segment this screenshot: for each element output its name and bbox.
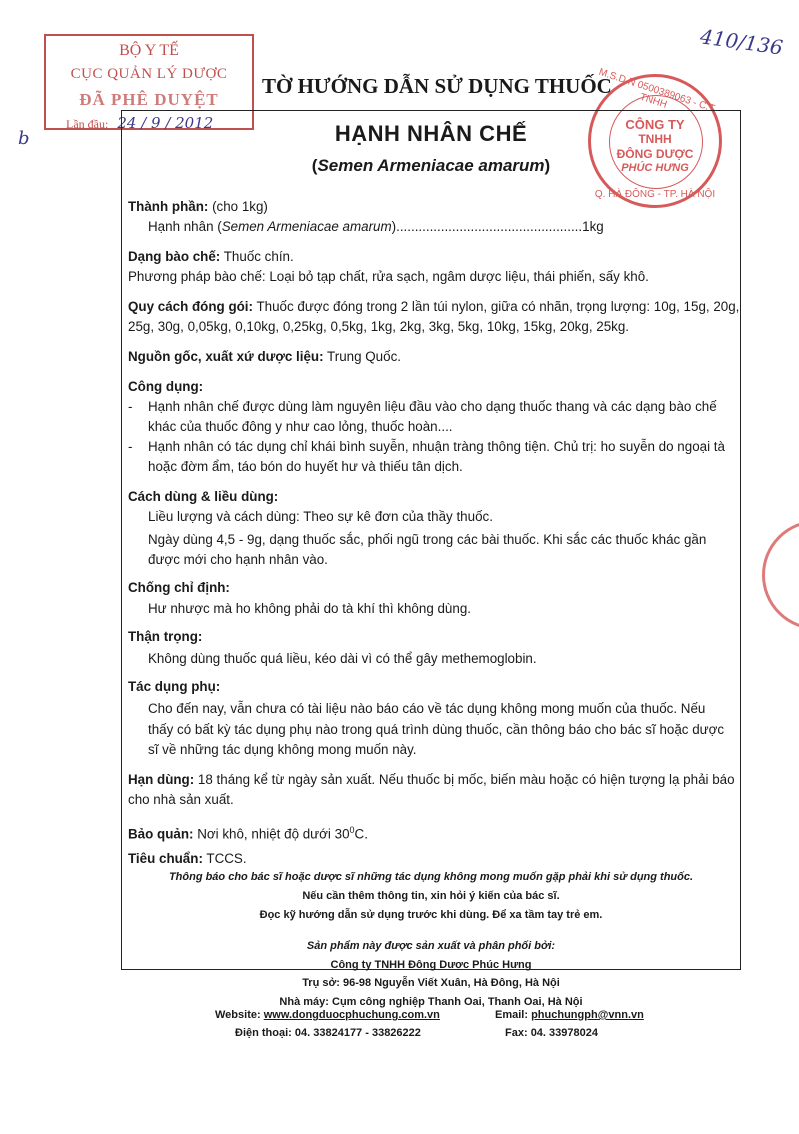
item-amount: )..................................................1kg <box>391 219 604 234</box>
storage-line <box>128 820 368 844</box>
phone-value: 04. 33824177 - 33826222 <box>294 1027 421 1039</box>
warning-notice <box>121 868 741 925</box>
stamp-date-prefix: Lần đầu: <box>66 117 109 131</box>
preparation-method: Phương pháp bào chế: Loại bỏ tạp chất, rửa sạch, ngâm dược liệu, thái phiến, sấy khô. <box>128 269 649 284</box>
origin-text: Trung Quốc. <box>323 349 401 364</box>
distributor-office: Trụ sở: 96-98 Nguyễn Viết Xuân, Hà Đông, Hà Nội <box>302 977 560 989</box>
usage-heading: Cách dùng & liều dùng: <box>128 489 279 504</box>
handwritten-mark: b <box>18 128 30 149</box>
website-line <box>215 1009 440 1021</box>
uses-bullet2-line2: hoặc đờm ẩm, táo bón do huyết hư và thiếu tân dịch. <box>148 459 463 474</box>
email-link[interactable]: phuchungph@vnn.vn <box>531 1009 644 1021</box>
stamp-company-line3: ĐÔNG DƯỢC <box>616 147 694 161</box>
uses-dash-2: - <box>128 439 133 454</box>
stamp-company-line4: PHÚC HƯNG <box>621 162 689 174</box>
stamp-department: CỤC QUẢN LÝ DƯỢC <box>70 66 228 82</box>
packaging-heading: Quy cách đóng gói: <box>128 299 253 314</box>
item-latin: Semen Armeniacae amarum <box>221 219 392 234</box>
paren-close: ) <box>544 156 551 175</box>
distributor-block <box>121 937 741 1011</box>
notice-line3: Đọc kỹ hướng dẫn sử dụng trước khi dùng. Để xa tầm tay trẻ em. <box>259 909 603 921</box>
standard-line <box>128 849 247 869</box>
edge-stamp-partial <box>762 520 799 630</box>
website-label: Website: <box>215 1009 264 1021</box>
phone-line <box>235 1027 421 1039</box>
item-name: Hạnh nhân ( <box>148 219 222 234</box>
stamp-company-line1: CÔNG TY <box>625 117 685 132</box>
usage-line1: Liều lượng và cách dùng: Theo sự kê đơn của thầy thuốc. <box>148 509 493 524</box>
standard-text: TCCS. <box>202 851 247 866</box>
product-latin-name <box>121 156 741 176</box>
composition-heading: Thành phần: <box>128 199 209 214</box>
uses-bullet1-line2: khác của thuốc đông y như cao lỏng, thuốc hoàn.... <box>148 419 453 434</box>
email-line <box>495 1009 644 1021</box>
product-title: HẠNH NHÂN CHẾ <box>334 121 528 146</box>
composition-text: (cho 1kg) <box>208 199 268 214</box>
side-effects-heading: Tác dụng phụ: <box>128 679 221 694</box>
uses-dash-1: - <box>128 399 133 414</box>
packaging-line2: 25g, 30g, 0,05kg, 0,10kg, 0,25kg, 0,5kg, 1kg, 2kg, 3kg, 5kg, 10kg, 15kg, 20kg, 25kg. <box>128 319 630 334</box>
expiry-line1 <box>128 770 735 790</box>
usage-line3: được mới cho hạnh nhân vào. <box>148 552 328 567</box>
packaging-text: Thuốc được đóng trong 2 lần túi nylon, giữa có nhãn, trọng lượng: 10g, 15g, 20g, <box>252 299 740 314</box>
storage-heading: Bảo quản: <box>128 826 194 842</box>
expiry-line2: cho nhà sản xuất. <box>128 792 234 807</box>
storage-text: Nơi khô, nhiệt độ dưới 30 <box>193 826 350 842</box>
degree-sup: 0 <box>349 825 355 835</box>
notice-line2: Nếu cần thêm thông tin, xin hỏi ý kiến của bác sĩ. <box>302 890 560 902</box>
stamp-date-value: 24 / 9 / 2012 <box>117 114 214 132</box>
caution-heading: Thận trọng: <box>128 629 203 644</box>
stamp-company-line2: TNHH <box>638 132 672 146</box>
stamp-ring-top-text: M.S.D.N 0500389063 - C.T TNHH <box>597 66 717 115</box>
side-effects-line3: sĩ về những tác dụng không mong muốn này. <box>148 742 417 757</box>
storage-unit: C. <box>354 826 368 842</box>
handwritten-page-note: 410/136 <box>698 24 785 60</box>
composition-item <box>148 217 604 237</box>
dosage-form-heading: Dạng bào chế: <box>128 249 221 264</box>
uses-bullet1-line1: Hạnh nhân chế được dùng làm nguyên liệu đầu vào cho dạng thuốc thang và các dạng bào chế <box>148 399 717 414</box>
notice-line1: Thông báo cho bác sĩ hoặc dược sĩ những tác dụng không mong muốn gặp phải khi sử dụng thuốc. <box>168 871 694 883</box>
email-label: Email: <box>495 1009 532 1021</box>
composition-line <box>128 197 268 217</box>
contraindication-heading: Chống chỉ định: <box>128 580 230 595</box>
expiry-heading: Hạn dùng: <box>128 772 195 787</box>
phone-label: Điện thoại: <box>235 1027 295 1039</box>
expiry-text: 18 tháng kể từ ngày sản xuất. Nếu thuốc bị mốc, biến màu hoặc có hiện tượng lạ phải báo <box>194 772 735 787</box>
standard-heading: Tiêu chuẩn: <box>128 851 203 866</box>
distributor-intro: Sản phẩm này được sản xuất và phân phối bởi: <box>306 940 556 952</box>
fax-line <box>505 1027 598 1039</box>
origin-heading: Nguồn gốc, xuất xứ dược liệu: <box>128 349 324 364</box>
website-link[interactable]: www.dongduocphuchung.com.vn <box>263 1009 440 1021</box>
uses-heading: Công dụng: <box>128 379 204 394</box>
dosage-form-line <box>128 247 294 267</box>
caution-text: Không dùng thuốc quá liều, kéo dài vì có thể gây methemoglobin. <box>148 651 537 666</box>
paren-open: ( <box>311 156 318 175</box>
contraindication-text: Hư nhược mà ho không phải do tà khí thì không dùng. <box>148 601 471 616</box>
distributor-company: Công ty TNHH Đông Dược Phúc Hưng <box>330 958 532 971</box>
usage-line2: Ngày dùng 4,5 - 9g, dạng thuốc sắc, phối ngũ trong các bài thuốc. Khi sắc các thuốc khác gần <box>148 532 707 547</box>
stamp-ring-bottom-text: Q. HÀ ĐÔNG - TP. HÀ NỘI <box>594 189 716 200</box>
fax-label: Fax: <box>505 1027 531 1039</box>
side-effects-line1: Cho đến nay, vẫn chưa có tài liệu nào báo cáo về tác dụng không mong muốn của thuốc. Nếu <box>148 701 706 716</box>
dosage-form-text: Thuốc chín. <box>220 249 294 264</box>
document-heading: TỜ HƯỚNG DẪN SỬ DỤNG THUỐC <box>262 74 612 98</box>
side-effects-line2: thấy có bất kỳ tác dụng phụ nào trong quá trình dùng thuốc, cần thông báo cho bác sĩ hoặc dược <box>148 722 725 737</box>
origin-line <box>128 347 401 367</box>
stamp-ministry: BỘ Y TẾ <box>119 42 179 59</box>
latin-name: Semen Armeniacae amarum <box>317 156 545 175</box>
uses-bullet2-line1: Hạnh nhân có tác dụng chỉ khái bình suyễn, nhuận tràng thông tiện. Chủ trị: ho suyễn do ngoại tà <box>148 439 725 454</box>
distributor-factory: Nhà máy: Cụm công nghiệp Thanh Oai, Thanh Oai, Hà Nội <box>279 995 583 1008</box>
fax-value: 04. 33978024 <box>530 1027 598 1039</box>
packaging-line1 <box>128 297 739 317</box>
stamp-approved: ĐÃ PHÊ DUYỆT <box>79 90 219 109</box>
